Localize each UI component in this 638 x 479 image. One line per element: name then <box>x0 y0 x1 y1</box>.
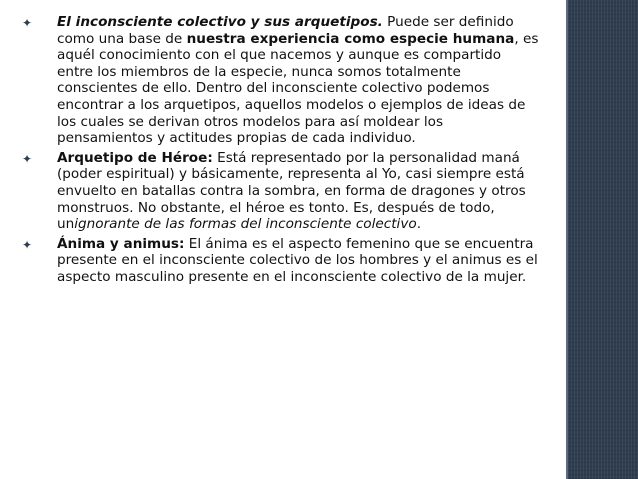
bullet-1-text-b: , es aquél conocimiento con el que nacemos y aunque es compartido entre los miembros de la especie, nunca somos totalmente conscientes de ello. Dentro del inconsciente colectivo podemos encontrar a los arquetipos, aquellos modelos o ejemplos de ideas de los cuales se derivan otros modelos para así moldear los pensamientos y actitudes propias de cada individuo. <box>57 30 539 147</box>
slide-content <box>20 14 540 289</box>
bullet-1-title: El inconsciente colectivo y sus arquetipos. <box>57 14 383 30</box>
bullet-item-inconsciente-colectivo <box>20 14 540 147</box>
bullet-1-emphasis: nuestra experiencia como especie humana <box>186 30 515 47</box>
bullet-list <box>20 14 540 286</box>
bullet-2-title: Arquetipo de Héroe: <box>57 149 213 166</box>
bullet-3-title: Ánima y animus: <box>57 235 185 252</box>
bullet-2-text-b: . <box>416 216 422 233</box>
target-bullet-icon: ✦ <box>22 237 33 252</box>
target-bullet-icon: ✦ <box>22 151 33 166</box>
target-bullet-icon: ✦ <box>22 16 33 30</box>
decorative-side-bar <box>568 0 638 479</box>
bullet-item-anima-animus <box>20 236 540 286</box>
bullet-2-text-a: Está representado por la personalidad maná (poder espiritual) y básicamente, representa al Yo, casi siempre está envuelto en batallas contra la sombra, en forma de dragones y otros monstruos. No obstante, el héroe es tonto. Es, después de todo, un <box>57 149 526 233</box>
bullet-1-text-a: Puede ser definido como una base de <box>57 14 514 47</box>
bullet-2-emphasis: ignorante de las formas del inconsciente colectivo <box>74 216 417 233</box>
bullet-item-arquetipo-heroe <box>20 150 540 233</box>
bullet-3-text-a: El ánima es el aspecto femenino que se encuentra presente en el inconsciente colectivo de los hombres y el animus es el aspecto masculino presente en el inconsciente colectivo de la mujer. <box>57 235 538 285</box>
